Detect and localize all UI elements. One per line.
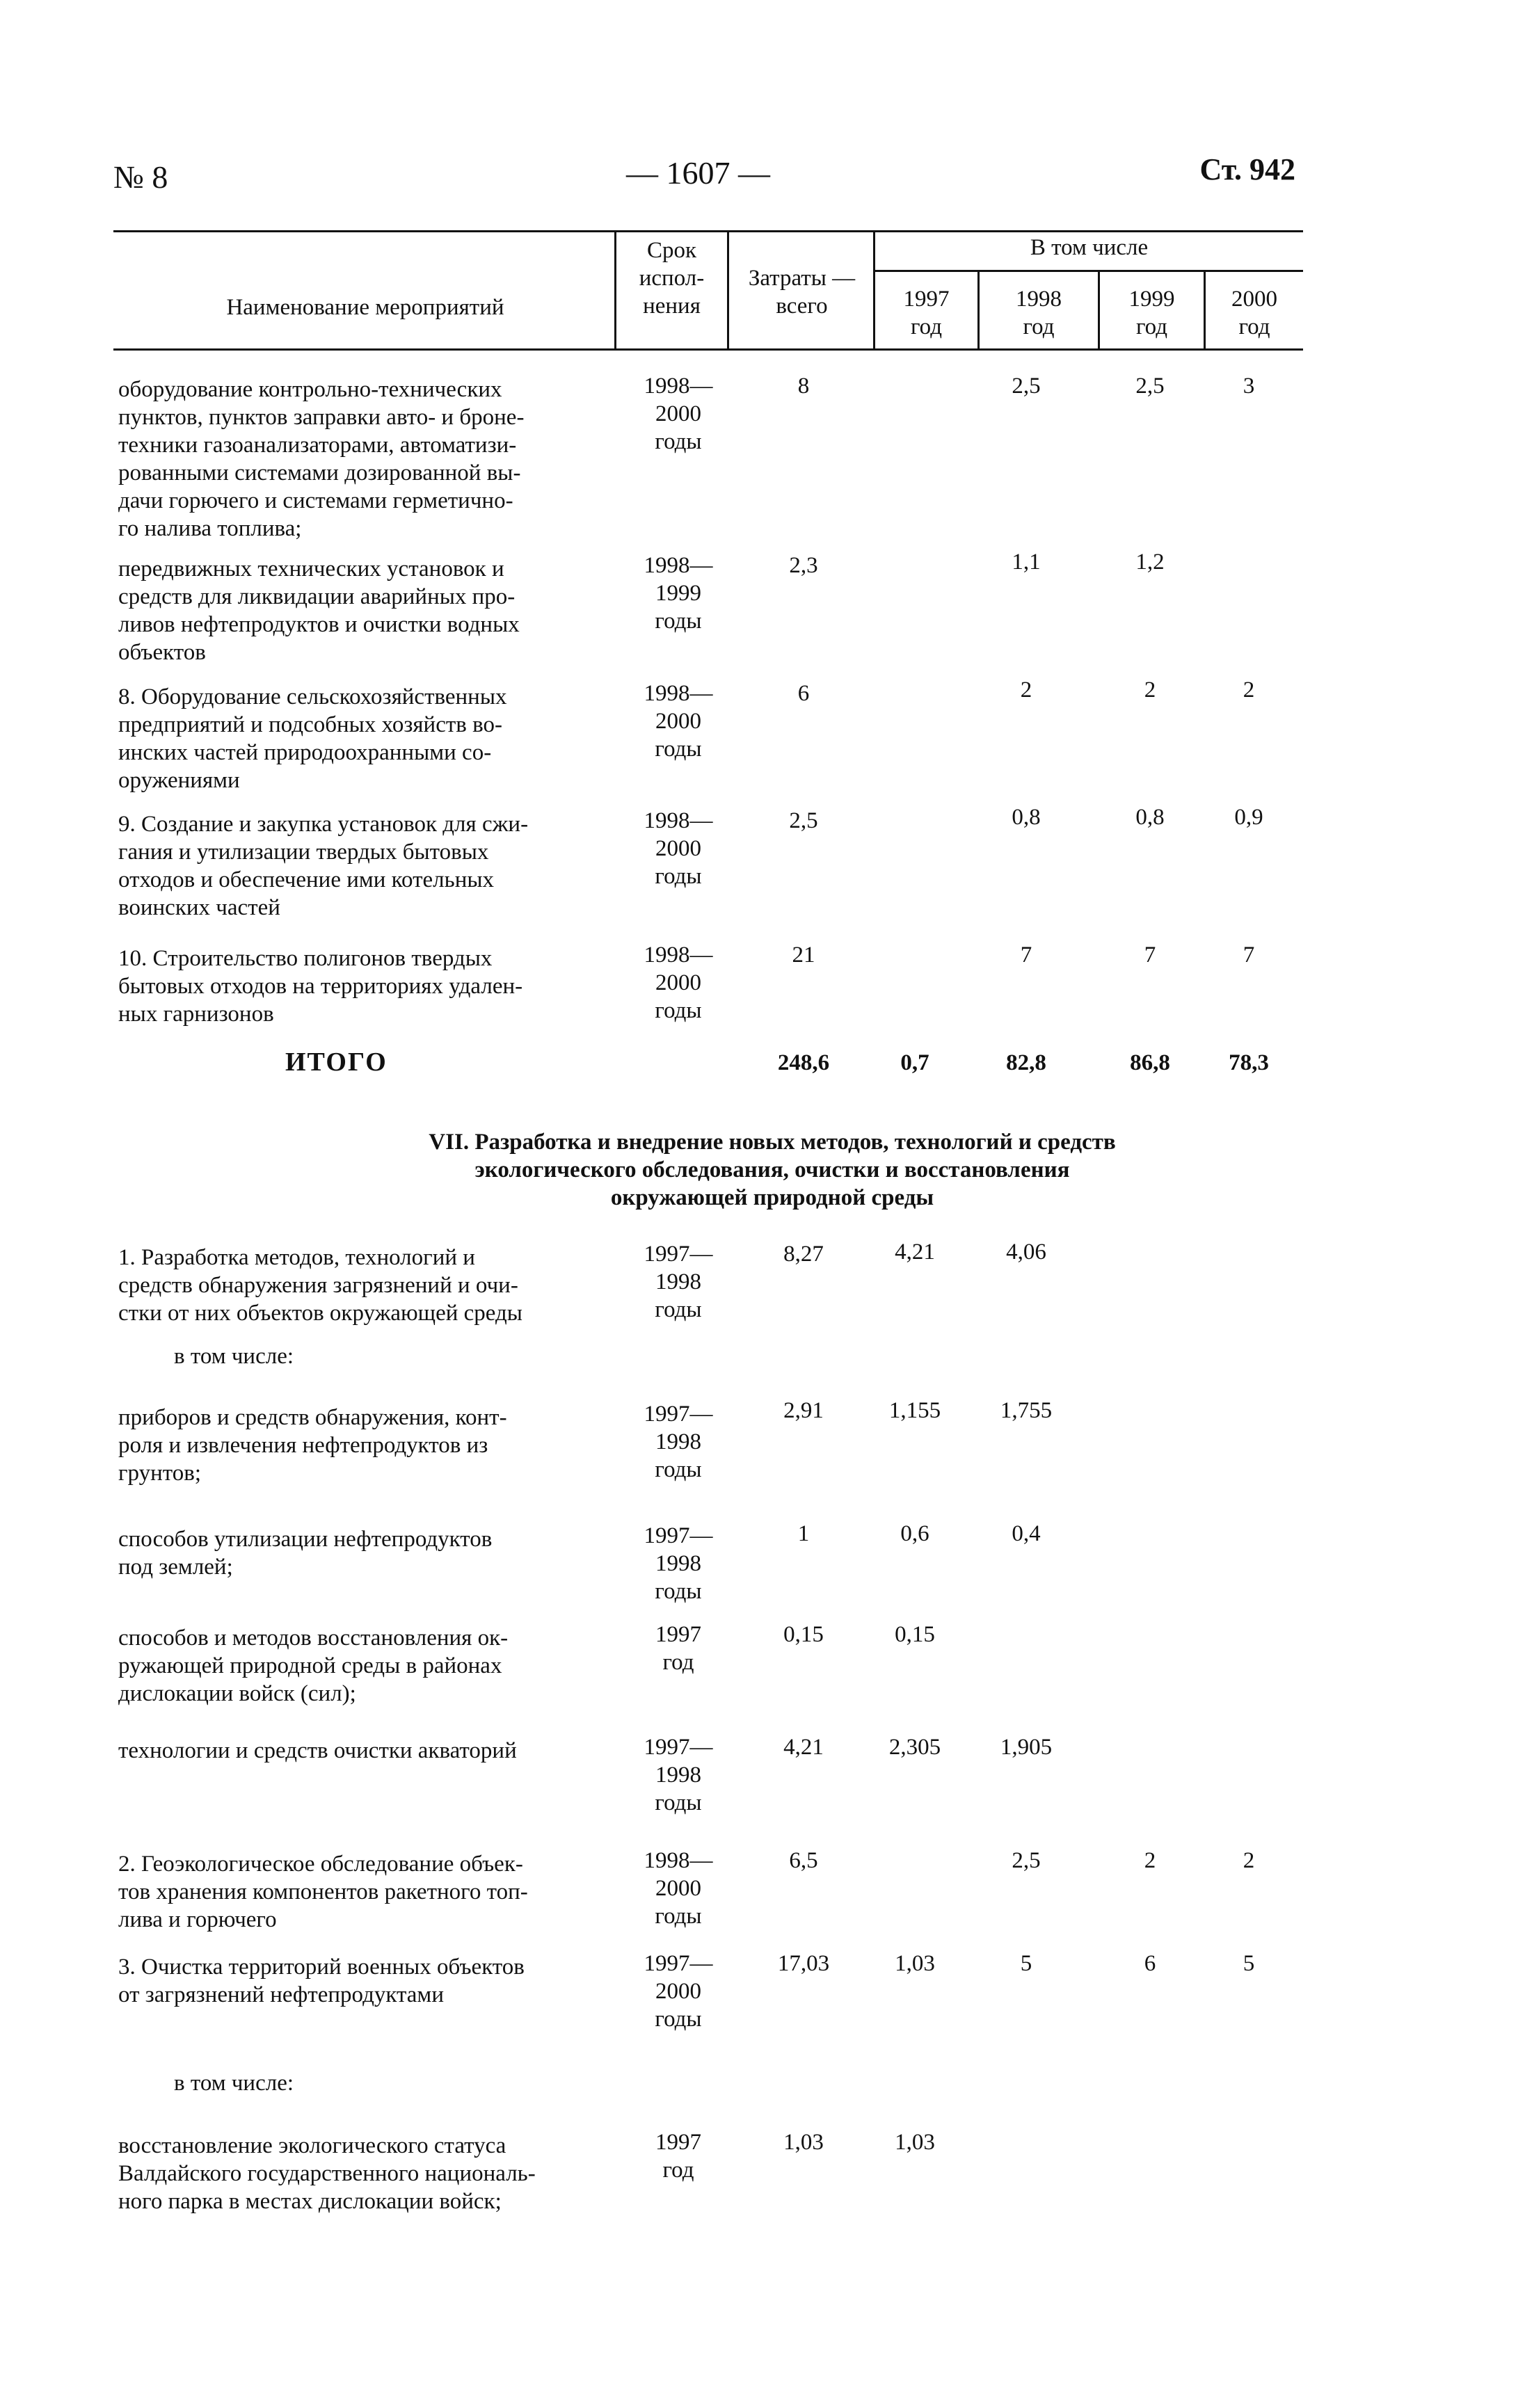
row-name-line: от загрязнений нефтепродуктами [118, 1982, 444, 2007]
total-2000: 78,3 [1229, 1050, 1269, 1075]
row-name-line: 2. Геоэкологическое обследование объек- [118, 1852, 523, 1877]
row-term-line: 2000 [655, 1979, 701, 2004]
row-term [626, 941, 730, 1025]
header-year-unit: год [1023, 314, 1055, 339]
row-term-line: 1998— [644, 808, 713, 833]
header-divider [614, 230, 616, 350]
article-number: Ст. 942 [1199, 152, 1295, 186]
row-term-line: годы [655, 1297, 702, 1322]
row-1998: 0,8 [1012, 805, 1041, 830]
row-term [626, 1522, 730, 1605]
row-name-line: роля и извлечения нефтепродуктов из [118, 1433, 488, 1458]
row-1998: 7 [1020, 942, 1032, 968]
row-term-line: годы [655, 1790, 702, 1815]
row-name-line: ливов нефтепродуктов и очистки водных [118, 612, 520, 637]
header-year-value: 1998 [1016, 287, 1062, 312]
row-term-line: 1998— [644, 553, 713, 578]
header-year-1997 [875, 285, 977, 341]
row-term-line: 2000 [655, 709, 701, 734]
row-total: 0,15 [783, 1622, 824, 1647]
row-1998: 5 [1020, 1951, 1032, 1976]
row-term [626, 807, 730, 890]
row-1997: 4,21 [895, 1239, 935, 1265]
row-1998: 2 [1020, 677, 1032, 703]
row-term-line: годы [655, 737, 702, 762]
row-term-line: 2000 [655, 970, 701, 995]
header-term [618, 236, 726, 320]
row-term-line: годы [655, 864, 702, 889]
header-year-unit: год [910, 314, 943, 339]
row-term [626, 1733, 730, 1817]
total-1998: 82,8 [1006, 1050, 1046, 1075]
row-name-line: дислокации войск (сил); [118, 1681, 356, 1706]
row-term-line: годы [655, 998, 702, 1023]
header-total-line: Затраты — [748, 266, 856, 291]
row-term-line: 1997— [644, 1523, 713, 1548]
row-name-line: Валдайского государственного националь- [118, 2161, 536, 2186]
row-term-line: 1999 [655, 581, 701, 606]
header-year-value: 1997 [903, 287, 950, 312]
row-name [118, 810, 597, 922]
row-term-line: годы [655, 609, 702, 634]
row-name-line: лива и горючего [118, 1907, 277, 1932]
row-term [626, 1847, 730, 1930]
row-term [626, 1240, 730, 1324]
row-total: 8,27 [783, 1242, 824, 1267]
subheading: в том числе: [174, 1344, 294, 1369]
row-name [118, 945, 597, 1028]
row-name [118, 1624, 597, 1708]
row-1997: 1,03 [895, 1951, 935, 1976]
row-1997: 0,15 [895, 1622, 935, 1647]
row-name-line: восстановление экологического статуса [118, 2133, 506, 2158]
row-name-line: инских частей природоохранными со- [118, 740, 492, 765]
row-term-line: годы [655, 2007, 702, 2032]
row-name-line: средств для ликвидации аварийных про- [118, 584, 516, 609]
header-year-1998 [980, 285, 1098, 341]
row-term-line: годы [655, 429, 702, 454]
header-divider [727, 230, 729, 350]
row-name-line: грунтов; [118, 1461, 201, 1486]
row-name-line: техники газоанализаторами, автоматизи- [118, 433, 517, 458]
header-total-line: всего [776, 294, 828, 319]
row-term [626, 552, 730, 635]
row-name-line: 1. Разработка методов, технологий и [118, 1245, 475, 1270]
total-label: ИТОГО [285, 1048, 388, 1077]
row-name-line: передвижных технических установок и [118, 556, 504, 581]
header-year-1999 [1100, 285, 1204, 341]
row-term [626, 1400, 730, 1484]
total-all: 248,6 [777, 1050, 830, 1075]
header-mid-rule [873, 270, 1303, 272]
row-1999: 1,2 [1135, 549, 1165, 575]
row-name [118, 1525, 597, 1581]
section-title-line: окружающей природной среды [610, 1185, 934, 1210]
row-name-line: отходов и обеспечение ими котельных [118, 867, 495, 892]
row-term-line: 1998 [655, 1763, 701, 1788]
row-term-line: 1997— [644, 1951, 713, 1976]
row-2000: 7 [1243, 942, 1255, 968]
row-1998: 1,1 [1012, 549, 1041, 575]
row-1999: 2 [1144, 677, 1156, 703]
row-term-line: 1997— [644, 1402, 713, 1427]
row-name [118, 376, 597, 543]
header-total [730, 264, 873, 320]
row-1997: 1,155 [888, 1398, 941, 1423]
row-term-line: годы [655, 1579, 702, 1604]
row-total: 8 [797, 374, 810, 399]
row-name-line: дачи горючего и системами герметично- [118, 488, 513, 513]
row-name [118, 1737, 597, 1765]
row-term [626, 1950, 730, 2033]
header-top-rule [113, 230, 1303, 232]
row-name-line: средств обнаружения загрязнений и очи- [118, 1273, 518, 1298]
header-year-value: 1999 [1128, 287, 1175, 312]
row-1997: 0,6 [900, 1521, 929, 1546]
header-year-value: 2000 [1231, 287, 1277, 312]
header-term-line: нения [643, 294, 701, 319]
row-term-line: 2000 [655, 1876, 701, 1901]
row-term-line: год [662, 1650, 694, 1675]
row-name-line: ружающей природной среды в районах [118, 1653, 502, 1678]
row-1998: 1,905 [1000, 1735, 1053, 1760]
row-name [118, 555, 597, 666]
row-name-line: пунктов, пунктов заправки авто- и броне- [118, 405, 525, 430]
row-term [626, 680, 730, 763]
row-name-line: 9. Создание и закупка установок для сжи- [118, 812, 529, 837]
row-term-line: 1998— [644, 681, 713, 706]
section-title-line: экологического обследования, очистки и восстановления [474, 1157, 1070, 1182]
total-1997: 0,7 [900, 1050, 929, 1075]
header-in-which: В том числе [1030, 235, 1149, 260]
header-bottom-rule [113, 348, 1303, 351]
header-term-line: испол- [639, 266, 705, 291]
row-name-line: объектов [118, 640, 206, 665]
row-name-line: ных гарнизонов [118, 1002, 274, 1027]
row-term-line: 1998 [655, 1269, 701, 1294]
row-name-line: предприятий и подсобных хозяйств во- [118, 712, 502, 737]
row-name-line: 8. Оборудование сельскохозяйственных [118, 684, 507, 709]
row-1998: 4,06 [1006, 1239, 1046, 1265]
row-term-line: 1997— [644, 1242, 713, 1267]
row-total: 2,91 [783, 1398, 824, 1423]
row-term-line: 1998— [644, 1848, 713, 1873]
subheading: в том числе: [174, 2071, 294, 2096]
row-name-line: под землей; [118, 1555, 233, 1580]
total-1999: 86,8 [1130, 1050, 1170, 1075]
row-term-line: год [662, 2158, 694, 2183]
row-1998: 1,755 [1000, 1398, 1053, 1423]
row-total: 2,5 [789, 808, 818, 833]
row-total: 6 [797, 681, 810, 706]
row-1998: 2,5 [1012, 374, 1041, 399]
row-name [118, 2132, 597, 2215]
row-term-line: 1997 [655, 2130, 701, 2155]
row-1999: 2,5 [1135, 374, 1165, 399]
section-title-line: VII. Разработка и внедрение новых методов, технологий и средств [429, 1130, 1116, 1155]
row-total: 17,03 [777, 1951, 830, 1976]
row-total: 6,5 [789, 1848, 818, 1873]
row-name-line: 10. Строительство полигонов твердых [118, 946, 493, 971]
row-1999: 2 [1144, 1848, 1156, 1873]
row-name [118, 1850, 597, 1934]
row-term-line: 1997 [655, 1622, 701, 1647]
row-name-line: оружениями [118, 768, 240, 793]
row-name-line: способов утилизации нефтепродуктов [118, 1527, 493, 1552]
row-1999: 0,8 [1135, 805, 1165, 830]
row-2000: 0,9 [1234, 805, 1263, 830]
row-term-line: 2000 [655, 401, 701, 426]
row-term-line: годы [655, 1457, 702, 1482]
row-term-line: годы [655, 1904, 702, 1929]
row-total: 4,21 [783, 1735, 824, 1760]
row-name [118, 683, 597, 794]
row-name-line: ного парка в местах дислокации войск; [118, 2189, 502, 2214]
row-name-line: приборов и средств обнаружения, конт- [118, 1405, 507, 1430]
row-term [626, 372, 730, 456]
row-1998: 0,4 [1012, 1521, 1041, 1546]
row-2000: 2 [1243, 1848, 1255, 1873]
row-1999: 6 [1144, 1951, 1156, 1976]
row-term-line: 1998— [644, 942, 713, 968]
row-term-line: 1998— [644, 374, 713, 399]
row-1999: 7 [1144, 942, 1156, 968]
row-name-line: гания и утилизации твердых бытовых [118, 840, 489, 865]
row-name [118, 1953, 597, 2009]
row-1998: 2,5 [1012, 1848, 1041, 1873]
row-name-line: бытовых отходов на территориях удален- [118, 974, 523, 999]
row-name-line: технологии и средств очистки акваторий [118, 1738, 517, 1763]
row-2000: 2 [1243, 677, 1255, 703]
section-title [209, 1128, 1336, 1212]
row-2000: 5 [1243, 1951, 1255, 1976]
row-term [626, 1621, 730, 1676]
row-term-line: 1997— [644, 1735, 713, 1760]
header-name: Наименование мероприятий [226, 295, 504, 320]
row-name-line: 3. Очистка территорий военных объектов [118, 1955, 525, 1980]
row-1997: 1,03 [895, 2130, 935, 2155]
row-total: 21 [792, 942, 815, 968]
row-1997: 2,305 [888, 1735, 941, 1760]
issue-number: № 8 [113, 159, 168, 195]
page-number: — 1607 — [626, 155, 770, 191]
row-name [118, 1404, 597, 1487]
header-term-line: Срок [646, 238, 697, 263]
row-term-line: 1998 [655, 1429, 701, 1454]
header-year-unit: год [1135, 314, 1168, 339]
row-name-line: способов и методов восстановления ок- [118, 1626, 509, 1651]
row-total: 2,3 [789, 553, 818, 578]
row-term-line: 1998 [655, 1551, 701, 1576]
row-name [118, 1244, 597, 1327]
row-name-line: оборудование контрольно-технических [118, 377, 502, 402]
row-total: 1 [797, 1521, 810, 1546]
header-year-2000 [1206, 285, 1303, 341]
row-name-line: рованными системами дозированной вы- [118, 460, 521, 485]
row-name-line: го налива топлива; [118, 516, 302, 541]
row-name-line: тов хранения компонентов ракетного топ- [118, 1879, 528, 1904]
row-name-line: стки от них объектов окружающей среды [118, 1301, 522, 1326]
row-term-line: 2000 [655, 836, 701, 861]
row-term [626, 2128, 730, 2184]
row-total: 1,03 [783, 2130, 824, 2155]
row-name-line: воинских частей [118, 895, 280, 920]
row-2000: 3 [1243, 374, 1255, 399]
header-year-unit: год [1238, 314, 1270, 339]
